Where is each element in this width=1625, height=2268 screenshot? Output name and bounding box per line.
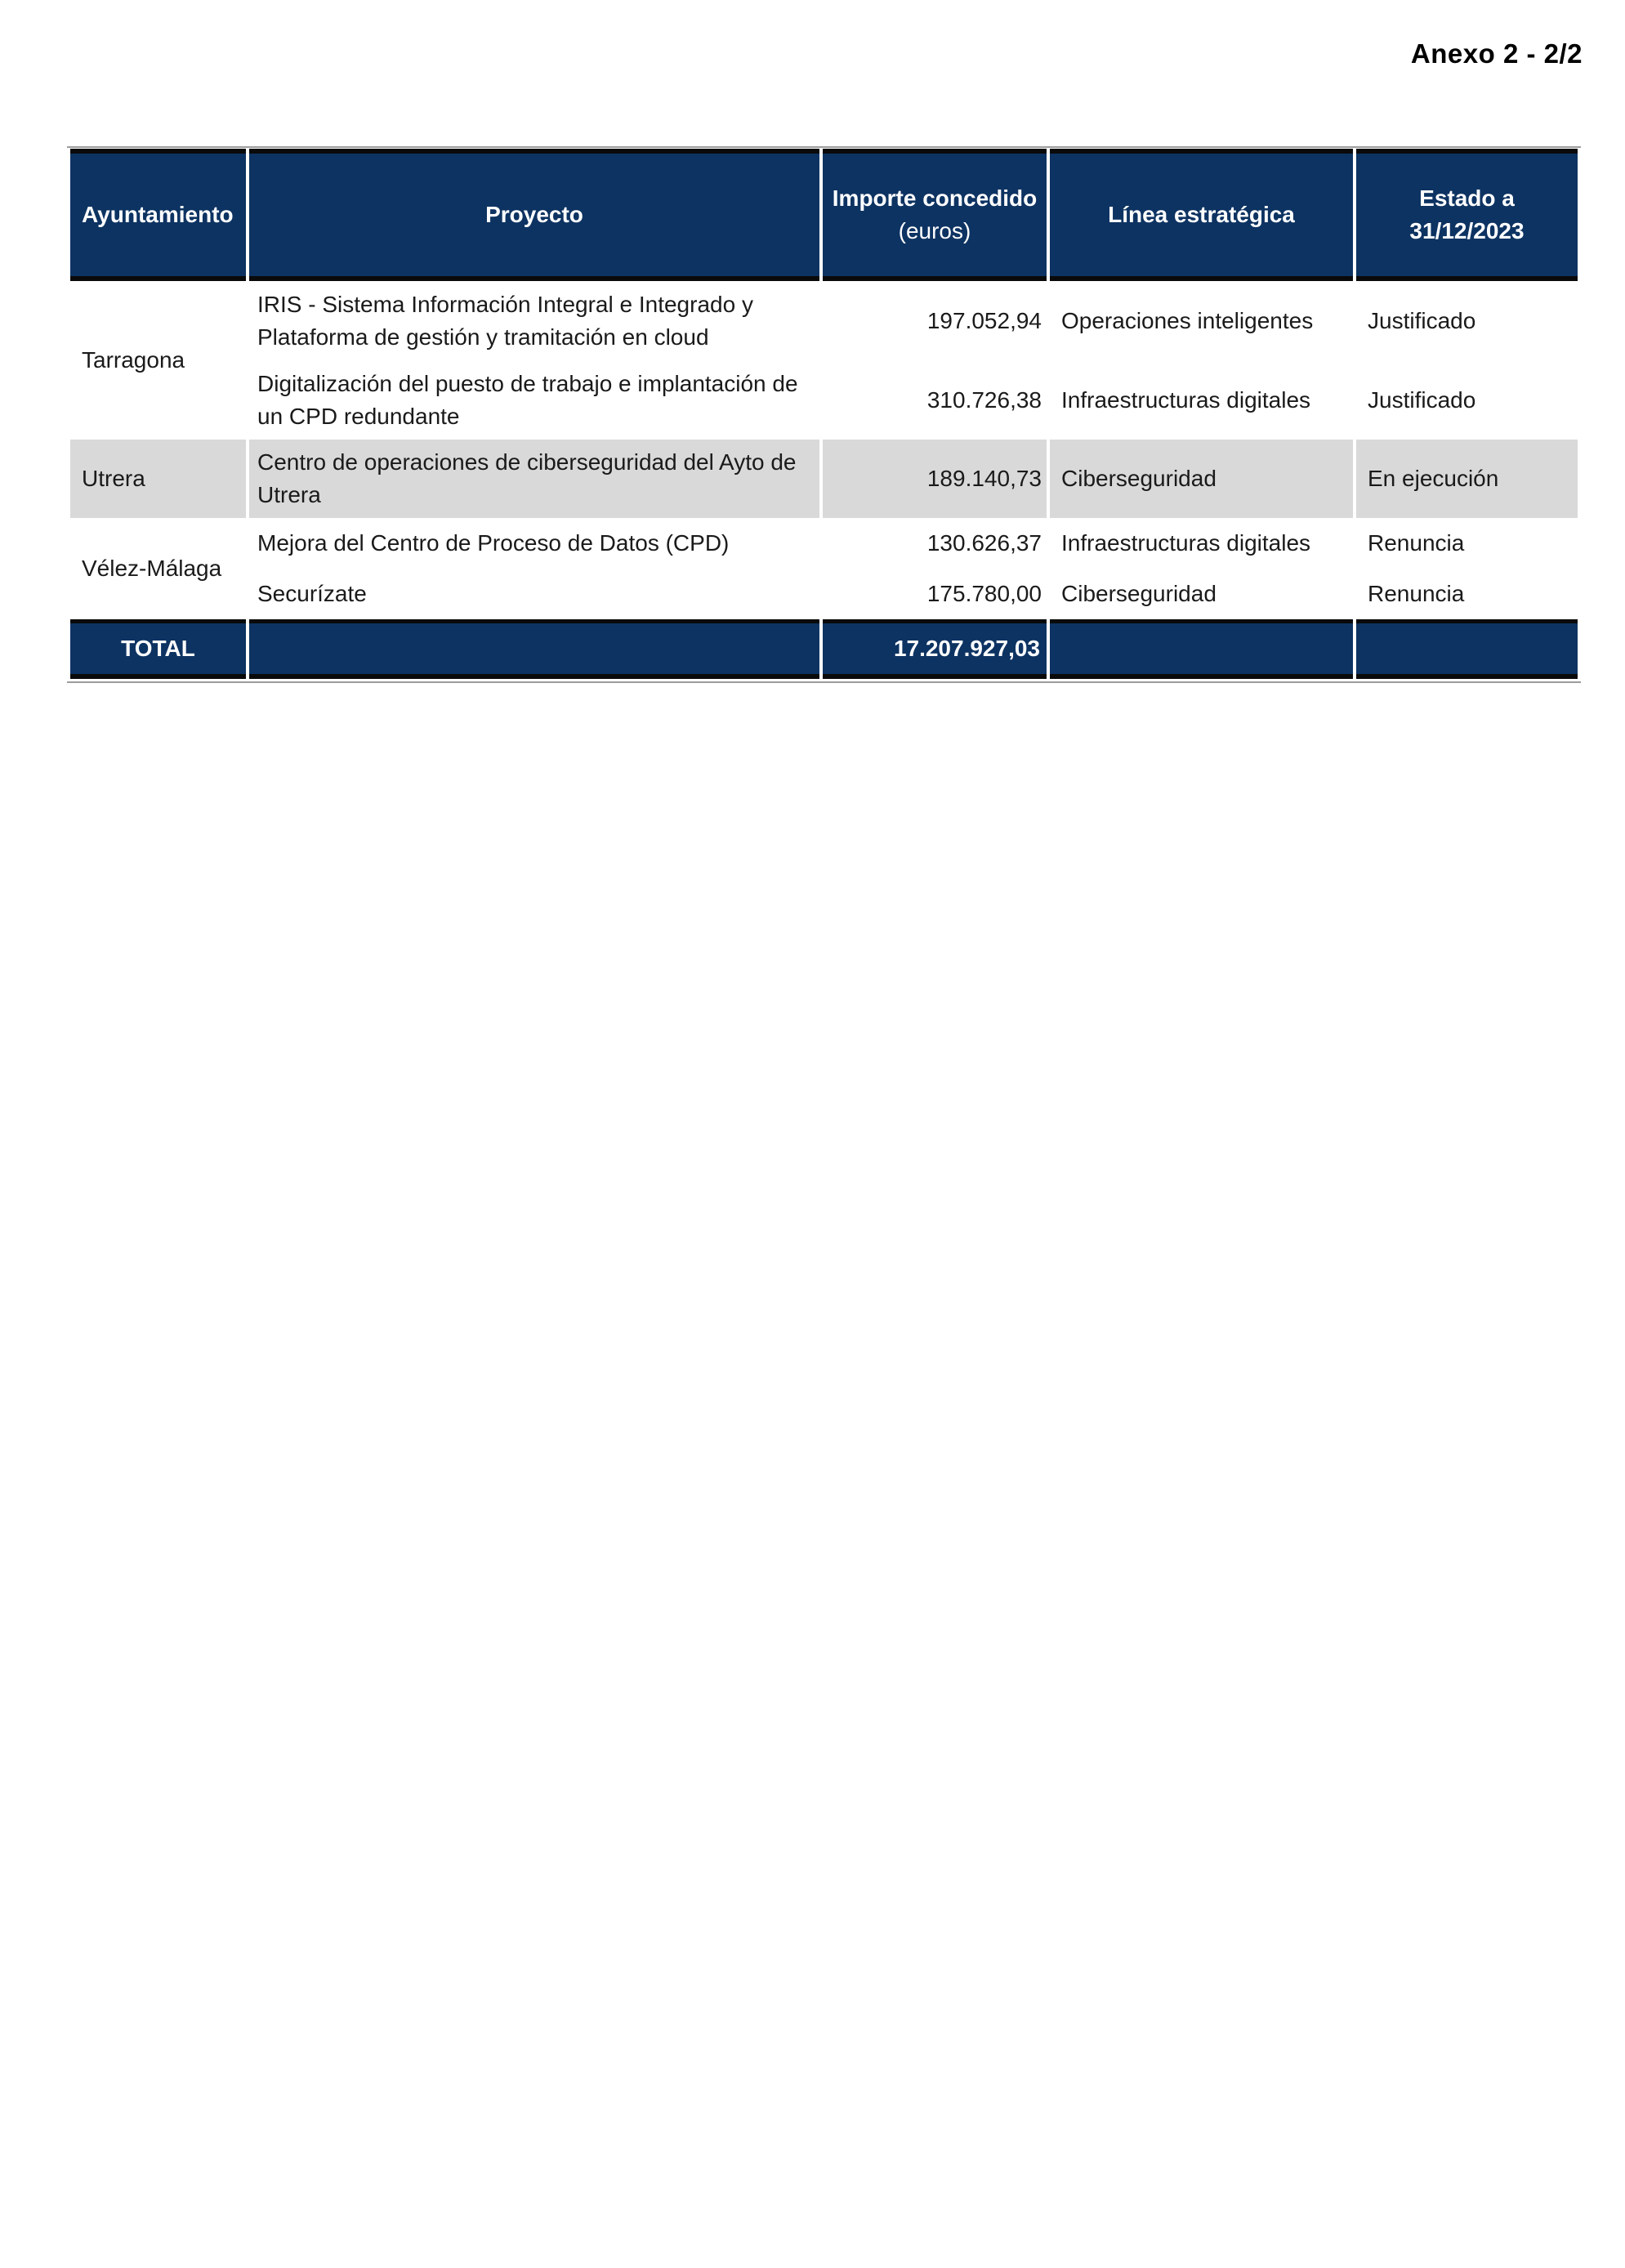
page-title: Anexo 2 - 2/2 (1410, 38, 1583, 69)
table-header-row (70, 149, 1578, 281)
status-cell: Renuncia (1368, 580, 1465, 606)
col-header-importe (823, 149, 1047, 281)
status-cell: En ejecución (1356, 440, 1578, 518)
total-amount-cell: 17.207.927,03 (823, 619, 1047, 679)
project-cell: Securízate (257, 580, 367, 606)
strategic-line-cell: Operaciones inteligentes (1061, 307, 1314, 333)
table-top-thin-rule (67, 146, 1581, 148)
project-cell: Digitalización del puesto de trabajo e implantación de un CPD redundante (257, 370, 798, 429)
table-total-row (70, 619, 1578, 679)
municipality-cell-utrera: Utrera (70, 440, 246, 518)
col-header-importe-label: Importe concedido (832, 185, 1038, 212)
amount-cell: 189.140,73 (823, 440, 1047, 518)
total-label-cell: TOTAL (70, 619, 246, 679)
total-empty-project-cell (249, 619, 819, 679)
municipality-cell-velez-malaga: Vélez-Málaga (82, 555, 222, 581)
col-header-ayuntamiento: Ayuntamiento (70, 149, 246, 281)
amount-cell: 130.626,37 (926, 529, 1042, 556)
status-cell: Justificado (1368, 386, 1476, 413)
strategic-line-cell: Infraestructuras digitales (1061, 529, 1311, 556)
table-row-velez-1 (70, 518, 1578, 569)
grants-table (67, 149, 1581, 679)
table-row-tarragona-1 (70, 281, 1578, 360)
amount-cell: 197.052,94 (926, 307, 1042, 333)
project-cell: Mejora del Centro de Proceso de Datos (CPD) (257, 529, 730, 556)
strategic-line-cell: Infraestructuras digitales (1061, 386, 1311, 413)
status-cell: Renuncia (1368, 529, 1465, 556)
project-cell: Centro de operaciones de ciberseguridad del Ayto de Utrera (249, 440, 819, 518)
table-row-tarragona-2 (70, 360, 1578, 440)
total-empty-status-cell (1356, 619, 1578, 679)
strategic-line-cell: Ciberseguridad (1061, 580, 1217, 606)
municipality-cell-tarragona: Tarragona (82, 347, 185, 373)
col-header-linea: Línea estratégica (1050, 149, 1353, 281)
table-row-velez-2 (70, 569, 1578, 619)
col-header-importe-unit: (euros) (898, 218, 971, 243)
project-cell: IRIS - Sistema Información Integral e Integrado y Plataforma de gestión y tramitación en cloud (257, 291, 753, 350)
amount-cell: 310.726,38 (926, 386, 1042, 413)
total-empty-line-cell (1050, 619, 1353, 679)
col-header-proyecto: Proyecto (249, 149, 819, 281)
grants-table-area (67, 146, 1581, 683)
status-cell: Justificado (1368, 307, 1476, 333)
col-header-estado: Estado a 31/12/2023 (1356, 149, 1578, 281)
table-bottom-thin-rule (67, 681, 1581, 683)
amount-cell: 175.780,00 (926, 580, 1042, 606)
strategic-line-cell: Ciberseguridad (1050, 440, 1353, 518)
table-row-utrera (70, 440, 1578, 518)
